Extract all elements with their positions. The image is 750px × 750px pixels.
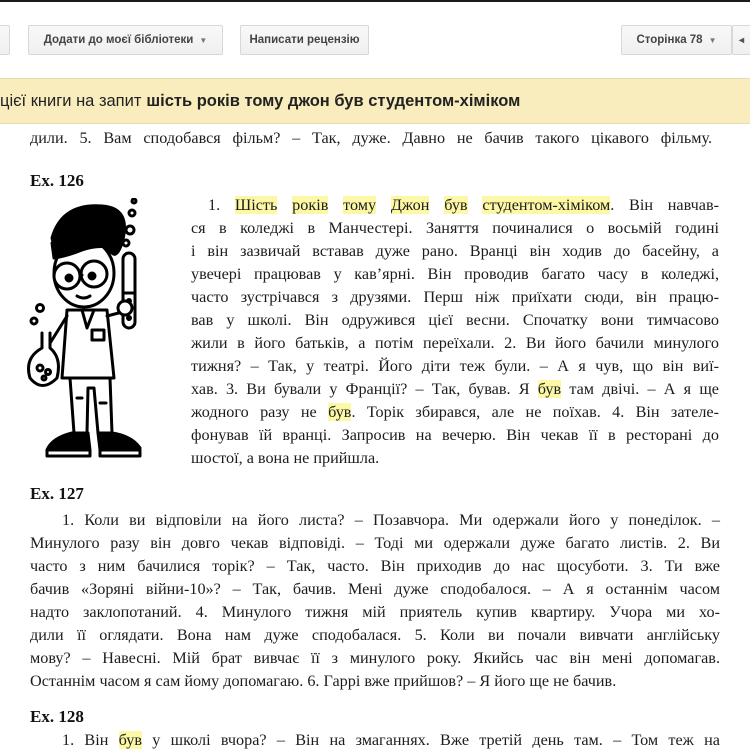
text-line: бачив «Зоряні війни-10»? – Так, бачив. Мені дуже сподобалося. – А я останнім часом bbox=[30, 580, 720, 598]
search-highlight: тому bbox=[343, 196, 377, 214]
add-to-library-button[interactable] bbox=[28, 25, 223, 55]
text-line: дили її оглядати. Вона нам дуже сподобалася. 5. Коли ви почали вивчати англійську bbox=[30, 626, 720, 644]
text-line bbox=[191, 194, 719, 217]
exercise-126-text bbox=[191, 194, 719, 470]
text-segment: хав. 3. Ви бували у Франції? – Так, бував. Я bbox=[191, 380, 538, 398]
search-highlight: Шість bbox=[234, 196, 278, 214]
search-highlight: був bbox=[328, 403, 352, 421]
text-line bbox=[191, 378, 719, 401]
text-line: Останнім часом я сам йому допомагаю. 6. Гаррі вже прийшов? – Я його ще не бачив. bbox=[30, 672, 617, 690]
book-page bbox=[0, 124, 750, 750]
book-toolbar bbox=[0, 2, 750, 77]
text-line: часто зустрічався з друзями. Перш ніж приїхати сюди, він працю- bbox=[191, 288, 719, 306]
page-selector-button[interactable] bbox=[621, 25, 732, 55]
text-line: 1. Коли ви відповіли на його листа? – Позавчора. Ми одержали його у понеділок. – bbox=[62, 511, 720, 529]
chemist-student-illustration bbox=[22, 198, 162, 468]
search-result-banner bbox=[0, 78, 750, 124]
item-number: 1. bbox=[208, 196, 235, 214]
text-segment: 1. Він bbox=[62, 731, 119, 749]
previous-page-button[interactable] bbox=[732, 25, 750, 55]
search-highlight: років bbox=[292, 196, 329, 214]
exercise-heading-126: Ex. 126 bbox=[30, 171, 84, 190]
text-line bbox=[191, 401, 719, 424]
text-line: дили. 5. Вам сподобався фільм? – Так, дуже. Давно не бачив такого цікавого фільму. bbox=[30, 129, 712, 147]
text-line: і він зазвичай вставав дуже рано. Вранці він ходив до басейну, а bbox=[191, 242, 719, 260]
text-line: надто заклопотаний. 4. Минулого тижня мій приятель купив квартиру. Учора ми хо- bbox=[30, 603, 720, 621]
text-line: мову? – Навесні. Мій брат вивчає її з минулого року. Якийсь час він мені допомагав. bbox=[30, 649, 720, 667]
text-line: тижня? – Так, у театрі. Його діти теж були. – А я чув, що він виї- bbox=[191, 357, 719, 375]
caret-down-icon: ▼ bbox=[199, 35, 208, 45]
search-highlight: був bbox=[537, 380, 562, 398]
exercise-heading-127: Ex. 127 bbox=[30, 484, 84, 503]
write-review-button[interactable] bbox=[240, 25, 369, 55]
text-segment: . Він навчав- bbox=[610, 196, 719, 214]
text-line: фонував їй вранці. Запросив на вечерю. Він чекав її в ресторані до bbox=[191, 426, 719, 444]
text-line: Минулого разу він довго чекав відповіді. – Тоді ми одержали дуже багато листів. 2. Ви bbox=[30, 534, 720, 552]
page-selector-label: Сторінка 78 bbox=[636, 34, 703, 46]
write-review-label: Написати рецензію bbox=[249, 34, 360, 46]
search-highlight: студентом-хіміком bbox=[482, 196, 611, 214]
text-line: часто з ним бачилися торік? – Так, часто. Він приходив до нас щосуботи. 3. Ти вже bbox=[30, 557, 720, 575]
text-line: увечері працював у кав’ярні. Він проводив багато часу в коледжі, bbox=[191, 265, 719, 283]
search-highlight: Джон bbox=[390, 196, 430, 214]
exercise-127-text bbox=[30, 509, 720, 693]
exercise-heading-128: Ex. 128 bbox=[30, 707, 84, 726]
text-line: вав у школі. Він одружився цієї весни. Спочатку вони тимчасово bbox=[191, 311, 719, 329]
caret-down-icon: ▼ bbox=[708, 35, 717, 45]
add-to-library-label: Додати до моєї бібліотеки bbox=[43, 34, 194, 46]
text-segment: у школі вчора? – Він на змаганнях. Вже третій день там. – Том теж на bbox=[142, 731, 720, 749]
partial-left-button[interactable] bbox=[0, 25, 10, 55]
text-line: жили в його батьків, а потім переїхали. 2. Ви його бачили минулого bbox=[191, 334, 719, 352]
previous-exercise-tail bbox=[30, 127, 712, 150]
exercise-128-text bbox=[30, 729, 720, 750]
text-segment: жодного разу не bbox=[191, 403, 329, 421]
text-segment: там двічі. – А я ще bbox=[561, 380, 719, 398]
search-highlight: був bbox=[444, 196, 468, 214]
text-line: шостої, а вона не прийшла. bbox=[191, 449, 380, 467]
chevron-left-icon: ◂ bbox=[739, 34, 745, 46]
text-line: ся в коледжі в Манчестері. Заняття починалися о восьмій годині bbox=[191, 219, 719, 237]
text-line bbox=[30, 729, 720, 750]
text-segment: . Торік збирався, але не поїхав. 4. Він зателе- bbox=[351, 403, 719, 421]
banner-prefix: цієї книги на запит bbox=[0, 91, 142, 110]
banner-query: шість років тому джон був студентом-хіміком bbox=[146, 91, 521, 110]
search-highlight: був bbox=[118, 731, 142, 749]
